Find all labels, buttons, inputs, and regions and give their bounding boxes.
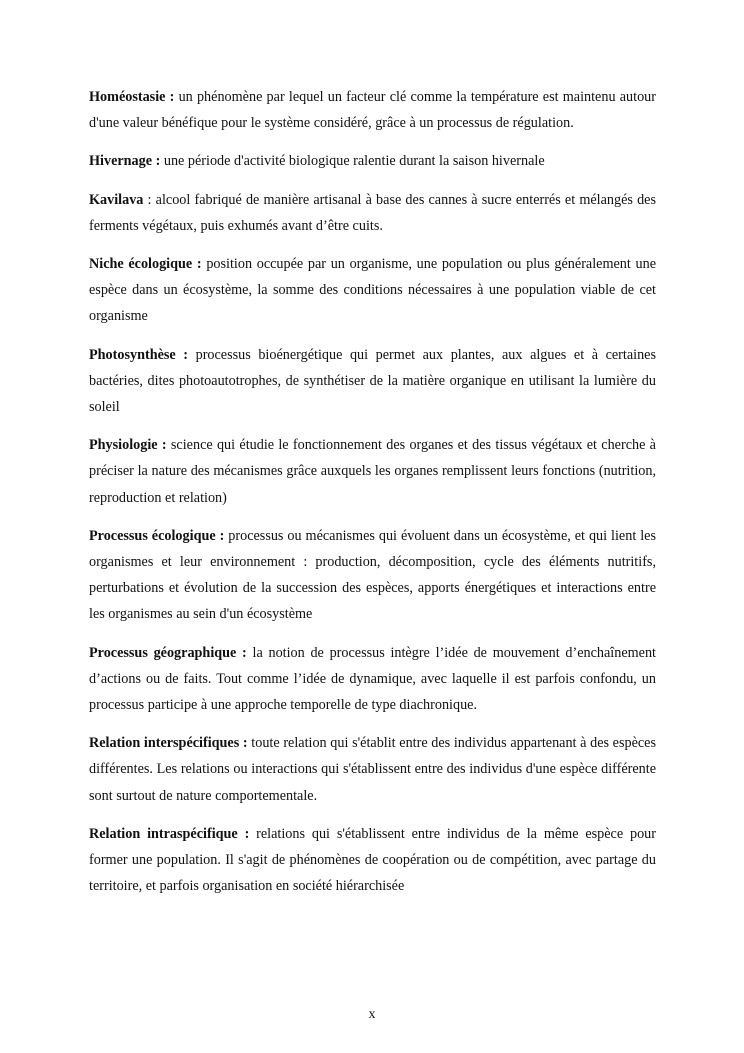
glossary-term: Hivernage : bbox=[89, 153, 161, 170]
glossary-entry-kavilava bbox=[89, 187, 656, 239]
page-number: x bbox=[368, 1007, 376, 1022]
glossary-entry-relation-interspecifiques bbox=[89, 730, 656, 809]
glossary-definition: une période d'activité biologique ralentie durant la saison hivernale bbox=[160, 153, 545, 170]
glossary-term: Processus écologique : bbox=[89, 527, 225, 544]
glossary-entry-processus-geographique bbox=[89, 640, 656, 719]
glossary-definition: la notion de processus intègre l’idée de mouvement d’enchaînement d’actions ou de faits. Tout comme l’idée de dynamique, avec laquelle il est parfois confondu, un processus participe à une approche temporelle de type diachronique. bbox=[89, 644, 656, 714]
glossary-term: Relation interspécifiques : bbox=[89, 735, 248, 752]
glossary-entry-relation-intraspecifique bbox=[89, 821, 656, 900]
glossary-definition: un phénomène par lequel un facteur clé comme la température est maintenu autour d'une valeur bénéfique pour le système considéré, grâce à un processus de régulation. bbox=[89, 89, 656, 132]
glossary-entry-homeostasie bbox=[89, 84, 656, 136]
glossary-definition: : alcool fabriqué de manière artisanal à base des cannes à sucre enterrés et mélangés des ferments végétaux, puis exhumés avant d’être cuits. bbox=[89, 191, 656, 234]
glossary-definition: position occupée par un organisme, une population ou plus généralement une espèce dans un écosystème, la somme des conditions nécessaires à une population viable de cet organisme bbox=[89, 256, 656, 325]
glossary-term: Relation intraspécifique : bbox=[89, 825, 250, 842]
glossary-term: Photosynthèse : bbox=[89, 346, 189, 363]
glossary-term: Niche écologique : bbox=[89, 256, 202, 273]
glossary-entry-photosynthese bbox=[89, 342, 656, 421]
glossary-entry-physiologie bbox=[89, 432, 656, 511]
glossary-definition: processus ou mécanismes qui évoluent dans un écosystème, et qui lient les organismes et leur environnement : production, décomposition, cycle des éléments nutritifs, perturbations et évolution de la succession des espèces, apports énergétiques et interactions entre les organismes au sein d'un écosystème bbox=[89, 527, 656, 623]
glossary-entry-hivernage bbox=[89, 148, 656, 174]
glossary-page bbox=[89, 84, 656, 911]
glossary-term: Processus géographique : bbox=[89, 644, 247, 661]
glossary-term: Homéostasie : bbox=[89, 89, 175, 105]
glossary-definition: relations qui s'établissent entre individus de la même espèce pour former une population. Il s'agit de phénomènes de coopération ou de compétition, avec partage du territoire, et parfois organisation en société hiérarchisée bbox=[89, 825, 656, 895]
glossary-definition: science qui étudie le fonctionnement des organes et des tissus végétaux et cherche à préciser la nature des mécanismes grâce auxquels les organes remplissent leurs fonctions (nutrition, reproduction et relation) bbox=[89, 437, 656, 506]
glossary-entry-niche-ecologique bbox=[89, 251, 656, 330]
glossary-term: Physiologie : bbox=[89, 437, 167, 454]
glossary-definition: processus bioénergétique qui permet aux plantes, aux algues et à certaines bactéries, dites photoautotrophes, de synthétiser de la matière organique en utilisant la lumière du soleil bbox=[89, 346, 656, 416]
glossary-term: Kavilava bbox=[89, 191, 144, 208]
glossary-definition: toute relation qui s'établit entre des individus appartenant à des espèces différentes. Les relations ou interactions qui s'établissent entre des individus d'une espèce différente sont surtout de nature comportementale. bbox=[89, 735, 656, 804]
glossary-entry-processus-ecologique bbox=[89, 523, 656, 628]
